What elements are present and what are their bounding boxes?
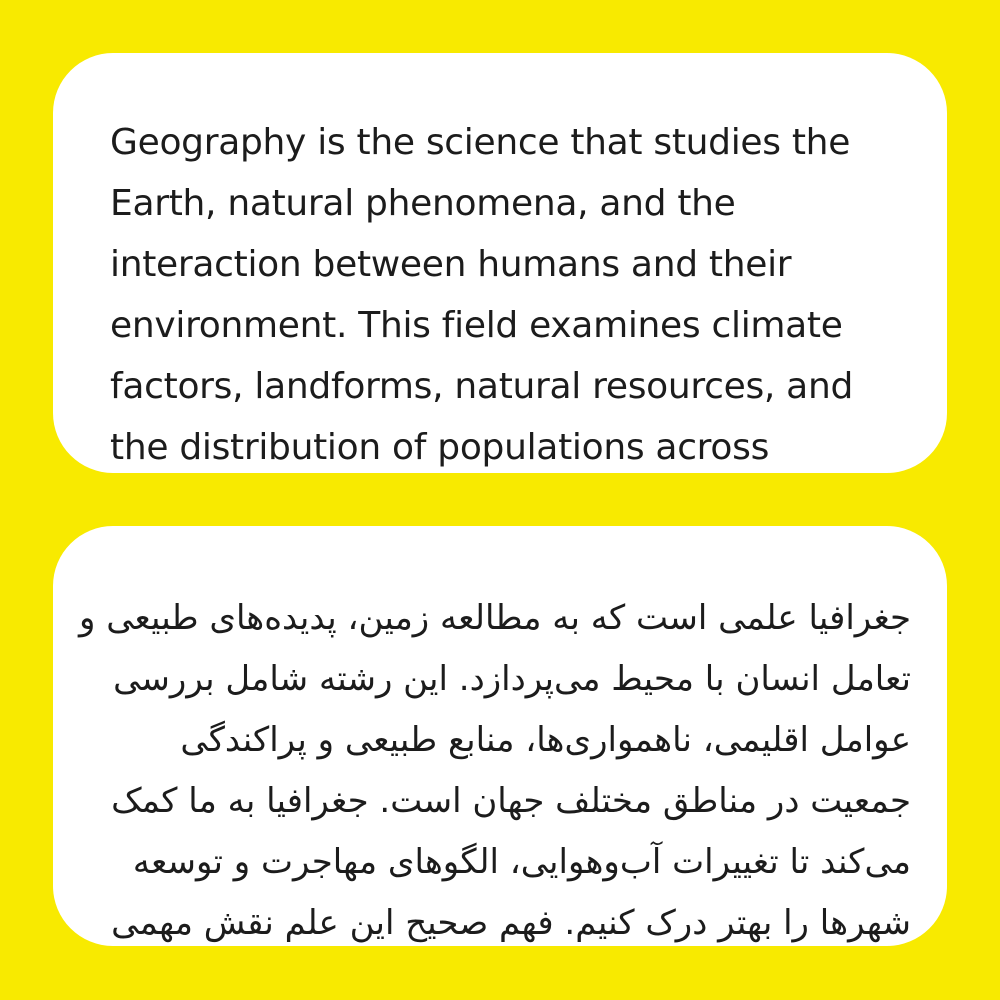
persian-paragraph: جغرافیا علمی است که به مطالعه زمین، پدیده‌های طبیعی و تعامل انسان با محیط می‌پردازد. این رشته شامل بررسی عوامل اقلیمی، ناهمواری‌ها، منابع طبیعی و پراکندگی جمعیت در مناطق مختلف جهان است. جغرافیا به ما کمک می‌کند تا تغییرات آب‌وهوایی، الگوهای مهاجرت و توسعه شهرها را بهتر درک کنیم. فهم صحیح این علم نقش مهمی	[78, 598, 911, 943]
english-text-card	[53, 53, 947, 473]
english-paragraph: Geography is the science that studies the Earth, natural phenomena, and the interaction between humans and their environment. This field examines climate factors, landforms, natural resources, and the distribution of populations across	[110, 122, 854, 468]
persian-text-card	[53, 526, 947, 946]
